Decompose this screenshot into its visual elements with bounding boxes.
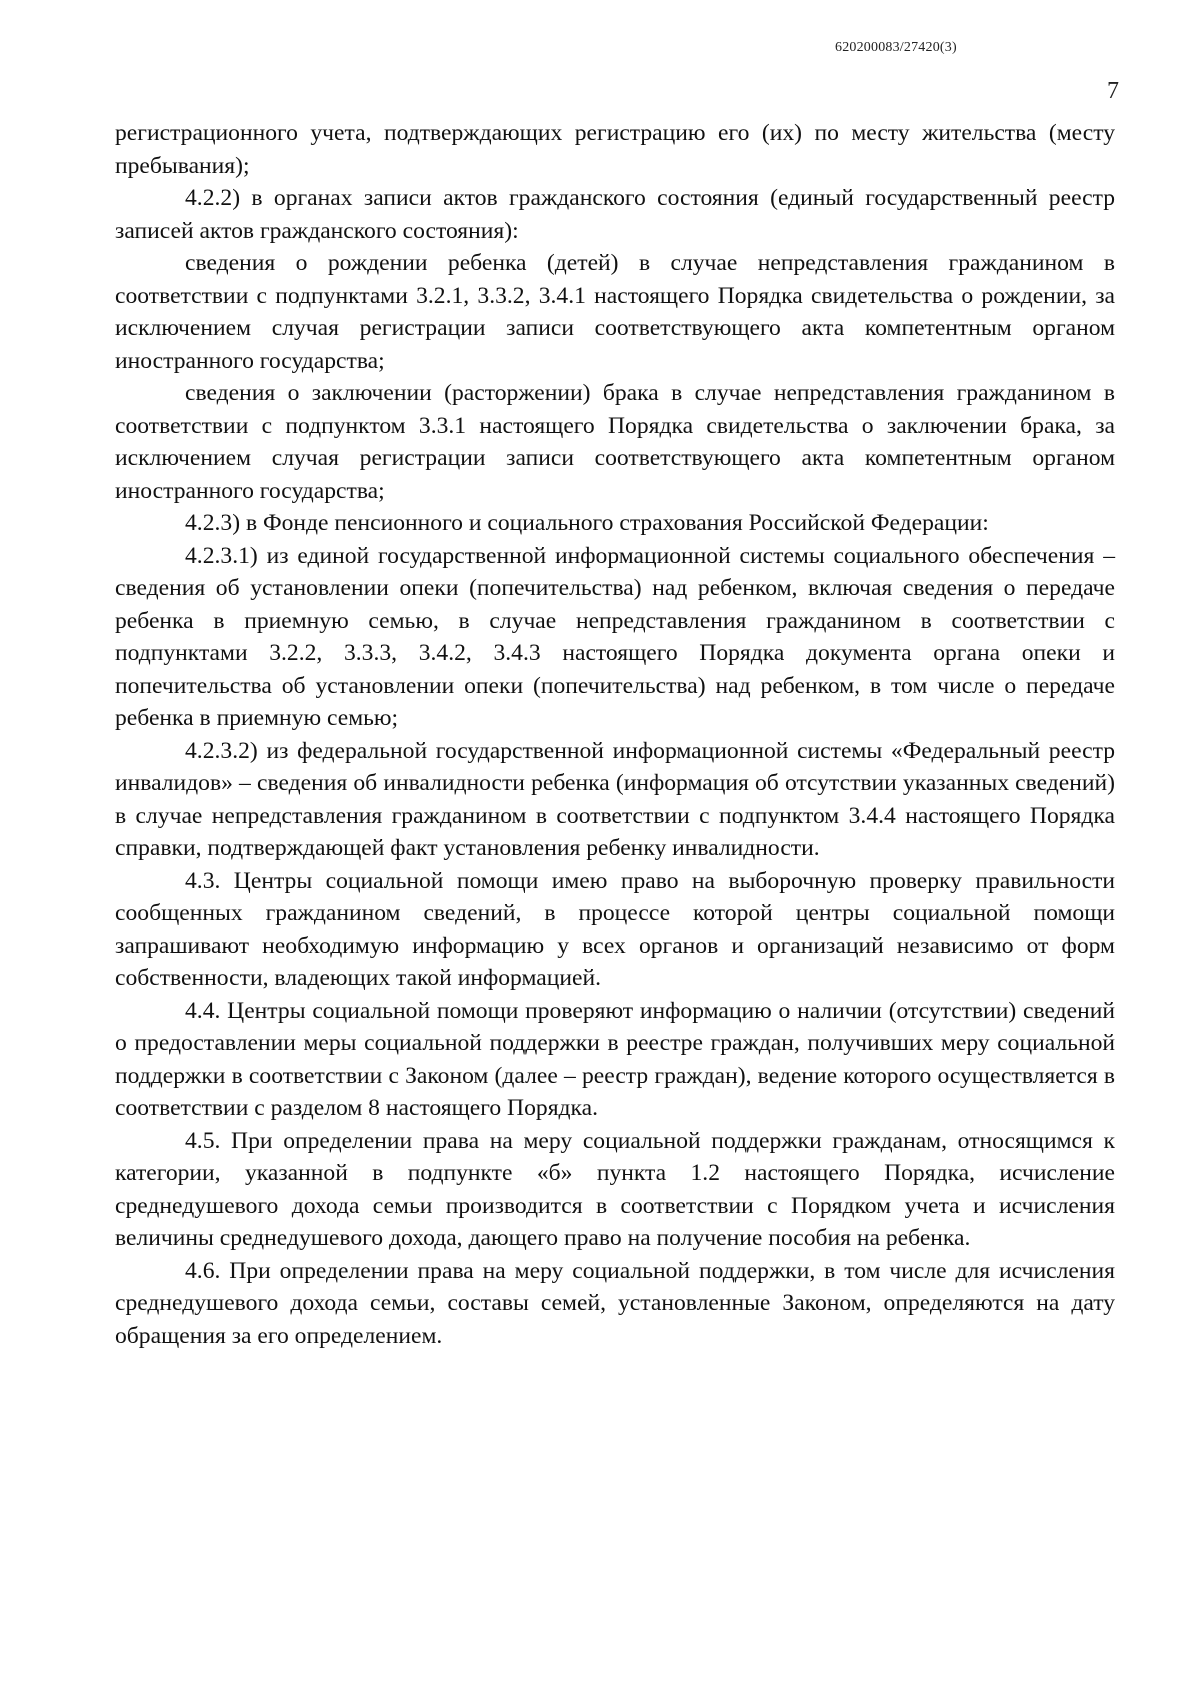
paragraph-registration-continuation: регистрационного учета, подтверждающих регистрацию его (их) по месту жительства (месту пребывания); bbox=[115, 120, 1115, 179]
document-body bbox=[115, 117, 1115, 1352]
paragraph-4-2-3-2: 4.2.3.2) из федеральной государственной информационной системы «Федеральный реестр инвалидов» – сведения об инвалидности ребенка (информация об отсутствии указанных сведений) в случае непредставления гражданином в соответствии с подпунктом 3.4.4 настоящего Порядка справки, подтверждающей факт установления ребенку инвалидности. bbox=[115, 737, 1115, 861]
document-number: 620200083/27420(3) bbox=[835, 40, 957, 55]
paragraph-4-3: 4.3. Центры социальной помощи имею право на выборочную проверку правильности сообщенных гражданином сведений, в процессе которой центры социальной помощи запрашивают необходимую информацию у всех органов и организаций независимо от форм собственности, владеющих такой информацией. bbox=[115, 867, 1115, 991]
paragraph-4-2-3-1: 4.2.3.1) из единой государственной информационной системы социального обеспечения – сведения об установлении опеки (попечительства) над ребенком, включая сведения о передаче ребенка в приемную семью, в случае непредставления гражданином в соответствии с подпунктами 3.2.2, 3.3.3, 3.4.2, 3.4.3 настоящего Порядка документа органа опеки и попечительства об установлении опеки (попечительства) над ребенком, в том числе о передаче ребенка в приемную семью; bbox=[115, 542, 1115, 731]
paragraph-4-5: 4.5. При определении права на меру социальной поддержки гражданам, относящимся к категории, указанной в подпункте «б» пункта 1.2 настоящего Порядка, исчисление среднедушевого дохода семьи производится в соответствии с Порядком учета и исчисления величины среднедушевого дохода, дающего право на получение пособия на ребенка. bbox=[115, 1127, 1115, 1251]
paragraph-4-2-3: 4.2.3) в Фонде пенсионного и социального страхования Российской Федерации: bbox=[185, 510, 989, 536]
paragraph-4-6: 4.6. При определении права на меру социальной поддержки, в том числе для исчисления среднедушевого дохода семьи, составы семей, установленные Законом, определяются на дату обращения за его определением. bbox=[115, 1257, 1115, 1349]
paragraph-4-2-2: 4.2.2) в органах записи актов гражданского состояния (единый государственный реестр записей актов гражданского состояния): bbox=[115, 185, 1115, 244]
paragraph-4-4: 4.4. Центры социальной помощи проверяют информацию о наличии (отсутствии) сведений о предоставлении меры социальной поддержки в реестре граждан, получивших меру социальной поддержки в соответствии с Законом (далее – реестр граждан), ведение которого осуществляется в соответствии с разделом 8 настоящего Порядка. bbox=[115, 997, 1115, 1121]
page-number: 7 bbox=[1107, 78, 1119, 104]
paragraph-birth-info: сведения о рождении ребенка (детей) в случае непредставления гражданином в соответствии с подпунктами 3.2.1, 3.3.2, 3.4.1 настоящего Порядка свидетельства о рождении, за исключением случая регистрации записи соответствующего акта компетентным органом иностранного государства; bbox=[115, 250, 1115, 374]
paragraph-marriage-info: сведения о заключении (расторжении) брака в случае непредставления гражданином в соответствии с подпунктом 3.3.1 настоящего Порядка свидетельства о заключении брака, за исключением случая регистрации записи соответствующего акта компетентным органом иностранного государства; bbox=[115, 380, 1115, 504]
